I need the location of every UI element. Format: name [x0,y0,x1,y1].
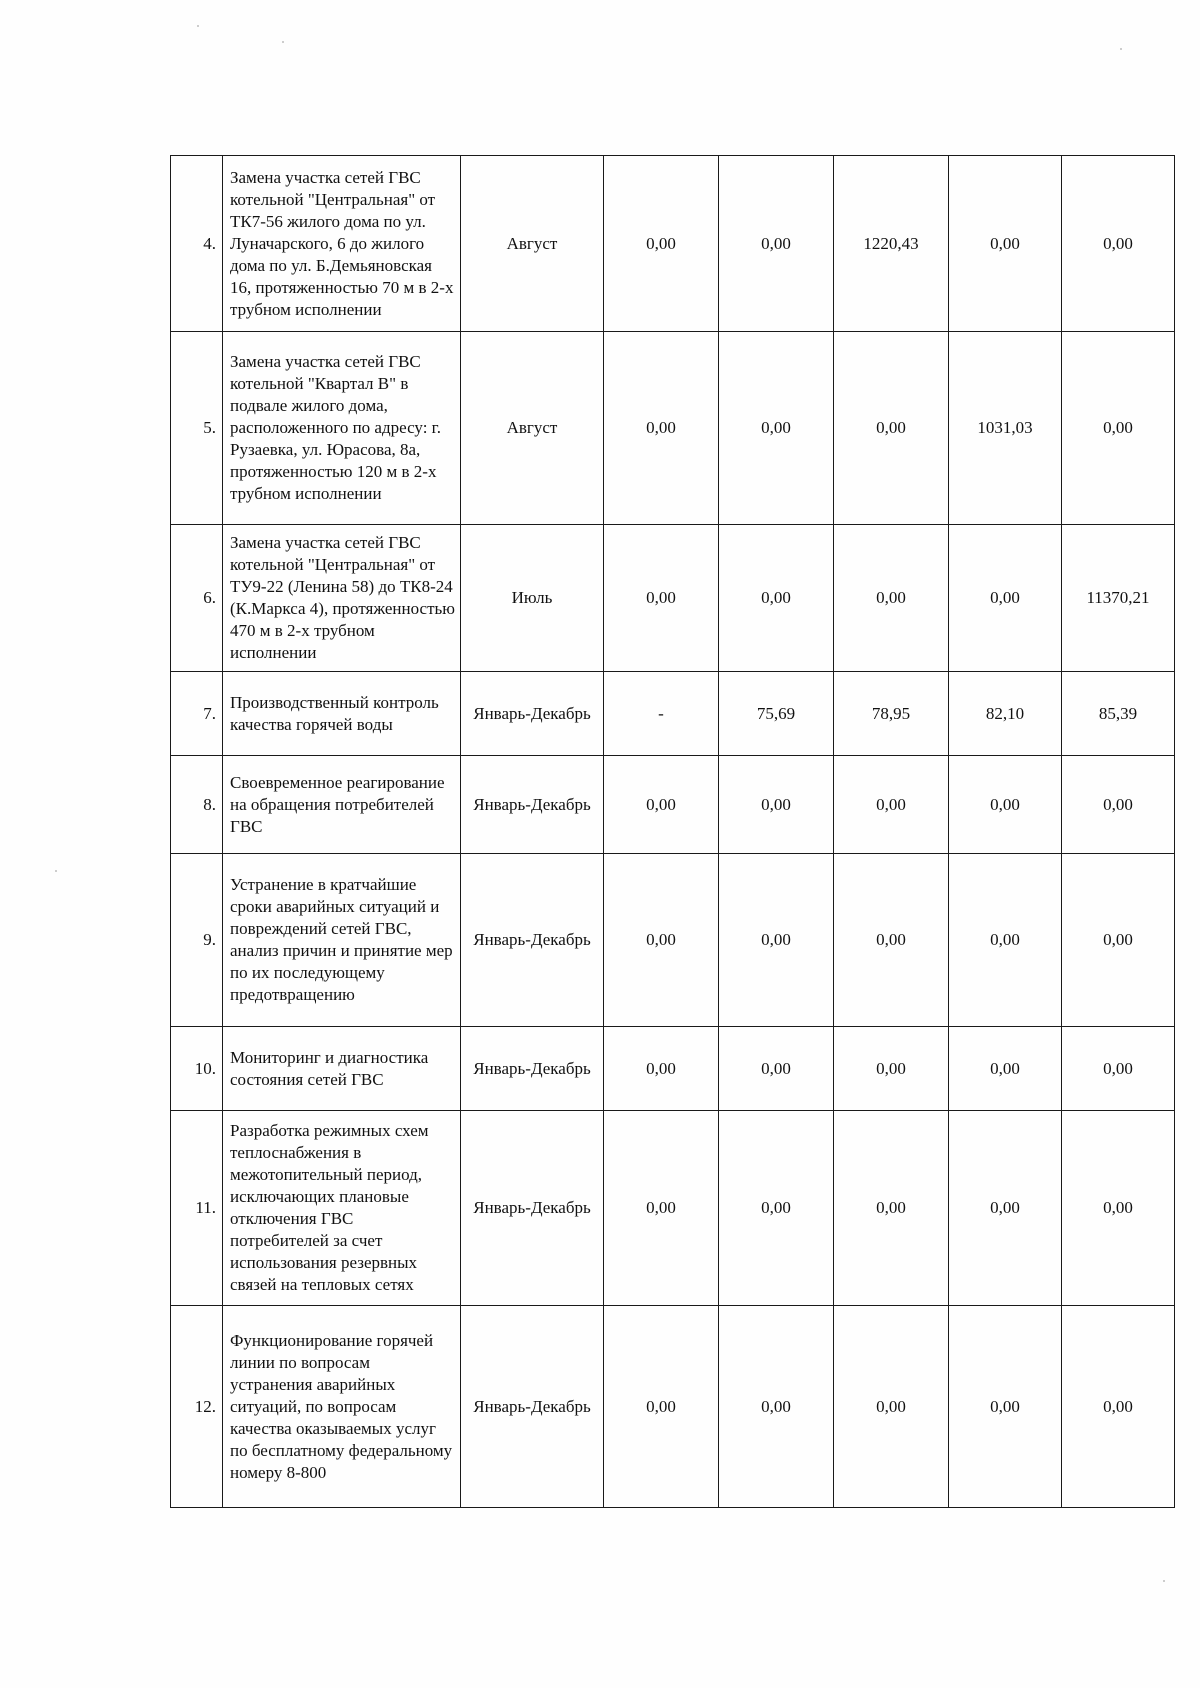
value-cell-1: 0,00 [604,1306,719,1508]
measure-description: Замена участка сетей ГВС котельной "Квартал В" в подвале жилого дома, расположенного по адресу: г. Рузаевка, ул. Юрасова, 8а, протяженностью 120 м в 2-х трубном исполнении [223,332,461,525]
period-cell: Январь-Декабрь [461,1027,604,1111]
value-cell-5: 0,00 [1062,854,1175,1027]
measure-description: Мониторинг и диагностика состояния сетей ГВС [223,1027,461,1111]
value-cell-3: 0,00 [834,756,949,854]
value-cell-3: 0,00 [834,332,949,525]
value-cell-3: 0,00 [834,525,949,672]
table-row [171,525,1175,672]
measures-table [170,155,1175,1508]
value-cell-5: 0,00 [1062,1306,1175,1508]
value-cell-3: 0,00 [834,1027,949,1111]
value-cell-3: 78,95 [834,672,949,756]
table-row [171,854,1175,1027]
value-cell-4: 82,10 [949,672,1062,756]
row-number: 9. [171,854,223,1027]
table-row [171,756,1175,854]
row-number: 8. [171,756,223,854]
value-cell-3: 0,00 [834,1306,949,1508]
table-row [171,332,1175,525]
value-cell-1: 0,00 [604,1027,719,1111]
scan-speck [197,25,199,27]
scan-speck [55,870,57,872]
value-cell-3: 0,00 [834,854,949,1027]
value-cell-5: 11370,21 [1062,525,1175,672]
period-cell: Август [461,156,604,332]
measure-description: Функционирование горячей линии по вопросам устранения аварийных ситуаций, по вопросам качества оказываемых услуг по бесплатному федеральному номеру 8-800 [223,1306,461,1508]
table-row [171,156,1175,332]
value-cell-1: 0,00 [604,156,719,332]
value-cell-1: 0,00 [604,756,719,854]
row-number: 6. [171,525,223,672]
value-cell-2: 0,00 [719,756,834,854]
row-number: 5. [171,332,223,525]
value-cell-5: 0,00 [1062,332,1175,525]
row-number: 4. [171,156,223,332]
value-cell-5: 0,00 [1062,1027,1175,1111]
value-cell-3: 0,00 [834,1111,949,1306]
value-cell-1: 0,00 [604,1111,719,1306]
value-cell-2: 0,00 [719,1027,834,1111]
scan-speck [282,41,284,43]
table-row [171,1027,1175,1111]
period-cell: Июль [461,525,604,672]
value-cell-5: 0,00 [1062,756,1175,854]
value-cell-2: 0,00 [719,1111,834,1306]
value-cell-2: 0,00 [719,854,834,1027]
value-cell-4: 0,00 [949,156,1062,332]
value-cell-4: 1031,03 [949,332,1062,525]
scan-speck [1163,1580,1165,1582]
value-cell-4: 0,00 [949,854,1062,1027]
measure-description: Замена участка сетей ГВС котельной "Центральная" от ТУ9-22 (Ленина 58) до ТК8-24 (К.Маркса 4), протяженностью 470 м в 2-х трубном исполнении [223,525,461,672]
value-cell-1: 0,00 [604,854,719,1027]
value-cell-2: 0,00 [719,156,834,332]
value-cell-4: 0,00 [949,525,1062,672]
measure-description: Производственный контроль качества горячей воды [223,672,461,756]
value-cell-5: 0,00 [1062,156,1175,332]
scan-speck [1120,48,1122,50]
period-cell: Январь-Декабрь [461,1111,604,1306]
period-cell: Январь-Декабрь [461,1306,604,1508]
value-cell-4: 0,00 [949,1111,1062,1306]
table-row [171,672,1175,756]
value-cell-4: 0,00 [949,1027,1062,1111]
value-cell-5: 85,39 [1062,672,1175,756]
measure-description: Устранение в кратчайшие сроки аварийных ситуаций и повреждений сетей ГВС, анализ причин и принятие мер по их последующему предотвращению [223,854,461,1027]
value-cell-4: 0,00 [949,756,1062,854]
measure-description: Разработка режимных схем теплоснабжения в межотопительный период, исключающих плановые отключения ГВС потребителей за счет использования резервных связей на тепловых сетях [223,1111,461,1306]
value-cell-2: 75,69 [719,672,834,756]
value-cell-1: 0,00 [604,332,719,525]
value-cell-4: 0,00 [949,1306,1062,1508]
table-row [171,1111,1175,1306]
measure-description: Замена участка сетей ГВС котельной "Центральная" от ТК7-56 жилого дома по ул. Луначарского, 6 до жилого дома по ул. Б.Демьяновская 16, протяженностью 70 м в 2-х трубном исполнении [223,156,461,332]
value-cell-1: 0,00 [604,525,719,672]
row-number: 12. [171,1306,223,1508]
period-cell: Январь-Декабрь [461,854,604,1027]
value-cell-2: 0,00 [719,1306,834,1508]
value-cell-5: 0,00 [1062,1111,1175,1306]
value-cell-2: 0,00 [719,525,834,672]
value-cell-3: 1220,43 [834,156,949,332]
period-cell: Январь-Декабрь [461,756,604,854]
period-cell: Январь-Декабрь [461,672,604,756]
row-number: 7. [171,672,223,756]
table-row [171,1306,1175,1508]
row-number: 11. [171,1111,223,1306]
measure-description: Своевременное реагирование на обращения потребителей ГВС [223,756,461,854]
value-cell-1: - [604,672,719,756]
period-cell: Август [461,332,604,525]
value-cell-2: 0,00 [719,332,834,525]
row-number: 10. [171,1027,223,1111]
